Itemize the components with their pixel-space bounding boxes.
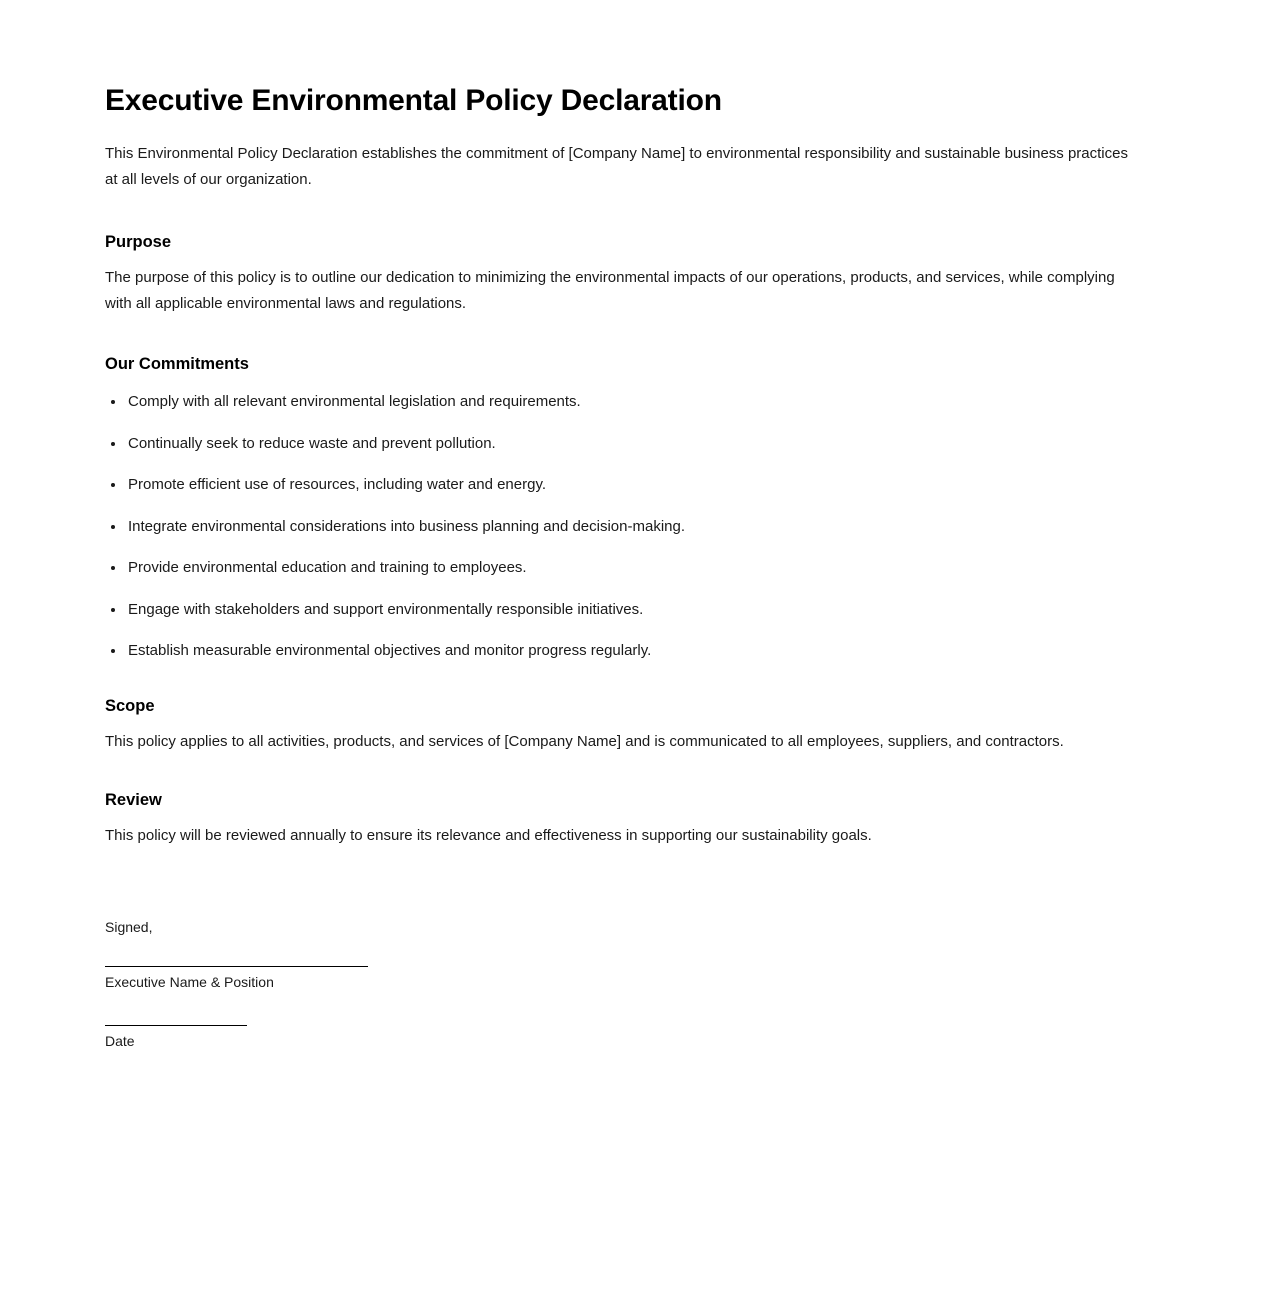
- signature-date-group: [105, 992, 1135, 1051]
- document-content: [105, 0, 1135, 1051]
- bullet-icon: [111, 649, 115, 653]
- list-item-label: Establish measurable environmental objectives and monitor progress regularly.: [128, 642, 652, 660]
- section-heading-purpose: Purpose: [105, 233, 172, 251]
- signature-block: [105, 849, 1135, 1051]
- list-item-label: Engage with stakeholders and support environmentally responsible initiatives.: [128, 600, 644, 618]
- section-heading-scope: Scope: [105, 697, 155, 716]
- bullet-icon: [111, 442, 115, 446]
- signature-caption-date: Date: [105, 1032, 135, 1049]
- list-item-label: Integrate environmental considerations into business planning and decision-making.: [128, 517, 686, 535]
- list-item: [105, 558, 1135, 578]
- list-item-label: Provide environmental education and training to employees.: [128, 559, 527, 577]
- list-item: [105, 392, 1135, 412]
- bullet-icon: [111, 525, 115, 529]
- section-heading-commitments: Our Commitments: [105, 354, 249, 373]
- list-item-label: Promote efficient use of resources, including water and energy.: [128, 476, 547, 494]
- page-title: Executive Environmental Policy Declaration: [105, 84, 722, 117]
- list-item-label: Continually seek to reduce waste and prevent pollution.: [128, 434, 496, 452]
- list-item: [105, 600, 1135, 620]
- bullet-icon: [111, 608, 115, 612]
- section-body-purpose: The purpose of this policy is to outline our dedication to minimizing the environmental impacts of our operations, products, and services, while complying with all applicable environmental laws and regulations.: [105, 268, 1115, 312]
- section-heading-review: Review: [105, 790, 162, 809]
- list-item: [105, 434, 1135, 454]
- commitments-list: [105, 374, 1135, 661]
- list-item: [105, 641, 1135, 661]
- intro-paragraph: This Environmental Policy Declaration establishes the commitment of [Company Name] to environmental responsibility and sustainable business practices at all levels of our organization.: [105, 145, 1128, 188]
- signature-name-group: [105, 937, 1135, 992]
- list-item: [105, 475, 1135, 495]
- section-body-review: This policy will be reviewed annually to ensure its relevance and effectiveness in supporting our sustainability goals.: [105, 826, 872, 844]
- list-item-label: Comply with all relevant environmental legislation and requirements.: [128, 393, 581, 411]
- bullet-icon: [111, 483, 115, 487]
- signed-label: Signed,: [105, 918, 153, 935]
- bullet-icon: [111, 566, 115, 570]
- list-item: [105, 517, 1135, 537]
- bullet-icon: [111, 400, 115, 404]
- section-body-scope: This policy applies to all activities, products, and services of [Company Name] and is communicated to all employees, suppliers, and contractors.: [105, 732, 1064, 750]
- signature-caption-name: Executive Name & Position: [105, 973, 274, 990]
